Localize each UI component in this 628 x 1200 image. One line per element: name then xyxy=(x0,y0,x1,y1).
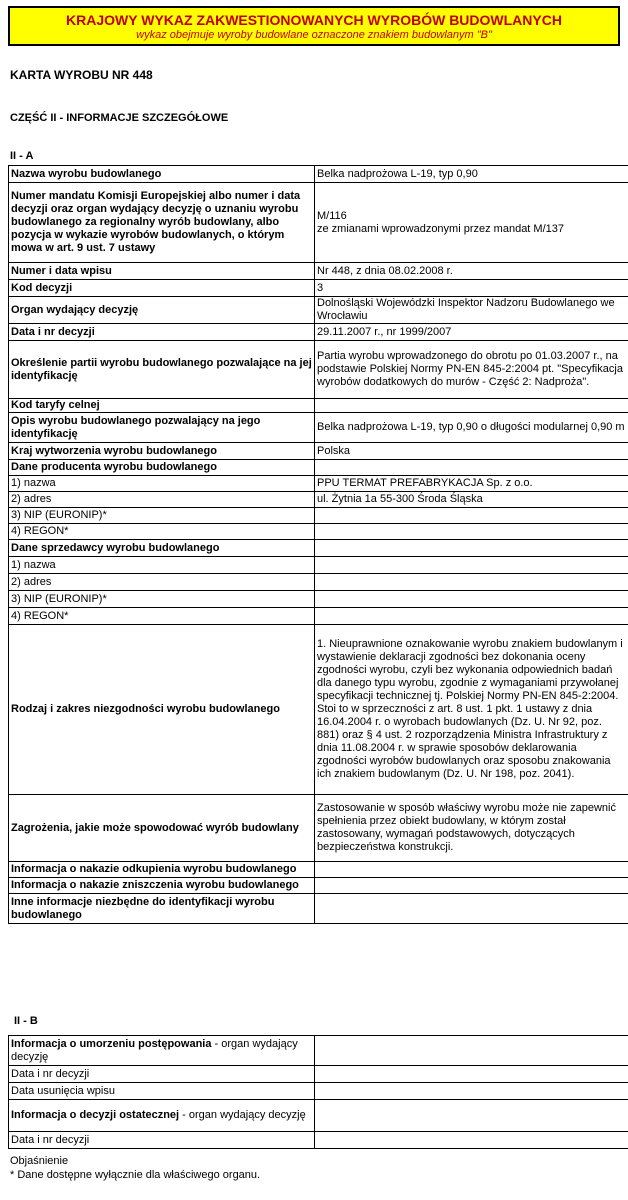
row-label-text: - organ wydający decyzję xyxy=(11,1037,298,1063)
row-label: Numer i data wpisu xyxy=(9,263,315,280)
row-label: Kod decyzji xyxy=(9,280,315,297)
row-value: Nr 448, z dnia 08.02.2008 r. xyxy=(315,263,628,280)
card-title: KARTA WYROBU NR 448 xyxy=(10,68,153,82)
row-label: Zagrożenia, jakie może spowodować wyrób budowlany xyxy=(9,795,315,862)
row-label: 3) NIP (EURONIP)* xyxy=(9,591,315,608)
header-banner xyxy=(8,6,620,46)
row-label: Data i nr decyzji xyxy=(9,324,315,341)
row-label-text: - organ wydający decyzję xyxy=(179,1109,306,1121)
table-row xyxy=(9,591,628,608)
row-value xyxy=(315,460,628,476)
row-value: 3 xyxy=(315,280,628,297)
table-row xyxy=(9,524,628,540)
row-value xyxy=(315,591,628,608)
table-row xyxy=(9,878,628,894)
row-value xyxy=(315,1100,628,1132)
row-value xyxy=(315,508,628,524)
section-b-table xyxy=(8,1035,628,1149)
table-row xyxy=(9,608,628,625)
row-value xyxy=(315,878,628,894)
table-row xyxy=(9,574,628,591)
row-label xyxy=(9,1100,315,1132)
row-value xyxy=(315,1083,628,1100)
row-label-bold: Informacja o umorzeniu postępowania xyxy=(11,1037,212,1050)
row-value: Zastosowanie w sposób właściwy wyrobu może nie zapewnić spełnienia przez obiekt budowlany, w którym został zastosowany, wymagań podstawowych, dotyczących bezpieczeństwa konstrukcji. xyxy=(315,795,628,862)
row-label: Organ wydający decyzję xyxy=(9,297,315,324)
table-row xyxy=(9,1066,628,1083)
row-value: Partia wyrobu wprowadzonego do obrotu po 01.03.2007 r., na podstawie Polskiej Normy PN-EN 845-2:2004 pt. "Specyfikacja wyrobów dodatkowych do murów - Część 2: Nadproża". xyxy=(315,341,628,399)
row-value: 29.11.2007 r., nr 1999/2007 xyxy=(315,324,628,341)
row-label: Nazwa wyrobu budowlanego xyxy=(9,166,315,183)
table-row xyxy=(9,280,628,297)
table-row xyxy=(9,166,628,183)
row-value xyxy=(315,557,628,574)
row-value xyxy=(315,608,628,625)
row-label: Dane sprzedawcy wyrobu budowlanego xyxy=(9,540,315,557)
row-value: Belka nadprożowa L-19, typ 0,90 xyxy=(315,166,628,183)
table-row xyxy=(9,894,628,924)
section-b-label: II - B xyxy=(14,1015,38,1027)
row-value xyxy=(315,540,628,557)
registry-title: KRAJOWY WYKAZ ZAKWESTIONOWANYCH WYROBÓW BUDOWLANYCH xyxy=(66,12,562,28)
table-row xyxy=(9,1036,628,1066)
row-label: Opis wyrobu budowlanego pozwalający na jego identyfikację xyxy=(9,413,315,443)
row-label: 2) adres xyxy=(9,574,315,591)
section-a-table xyxy=(8,165,628,924)
table-row xyxy=(9,341,628,399)
table-row xyxy=(9,324,628,341)
table-row xyxy=(9,297,628,324)
row-value xyxy=(315,862,628,878)
notes-text: * Dane dostępne wyłącznie dla właściwego organu. xyxy=(10,1169,261,1181)
table-row xyxy=(9,413,628,443)
row-value: PPU TERMAT PREFABRYKACJA Sp. z o.o. xyxy=(315,476,628,492)
row-label: 1) nazwa xyxy=(9,557,315,574)
table-row xyxy=(9,540,628,557)
row-label: 2) adres xyxy=(9,492,315,508)
table-row xyxy=(9,263,628,280)
row-label xyxy=(9,1066,315,1083)
row-value xyxy=(315,894,628,924)
row-label-bold: Informacja o decyzji ostatecznej xyxy=(11,1109,180,1121)
row-label: Kraj wytworzenia wyrobu budowlanego xyxy=(9,443,315,460)
row-label: Informacja o nakazie zniszczenia wyrobu budowlanego xyxy=(9,878,315,894)
row-value xyxy=(315,1066,628,1083)
section-a-label: II - A xyxy=(10,150,34,162)
row-label xyxy=(9,1132,315,1149)
table-row xyxy=(9,625,628,795)
part-title: CZĘŚĆ II - INFORMACJE SZCZEGÓŁOWE xyxy=(10,112,229,124)
registry-subtitle: wykaz obejmuje wyroby budowlane oznaczone znakiem budowlanym "B" xyxy=(136,29,492,41)
row-value xyxy=(315,1036,628,1066)
table-row xyxy=(9,399,628,413)
row-label-text: Data i nr decyzji xyxy=(11,1133,90,1146)
row-label: 4) REGON* xyxy=(9,524,315,540)
row-value xyxy=(315,399,628,413)
table-row xyxy=(9,1132,628,1149)
row-label: Kod taryfy celnej xyxy=(9,399,315,413)
row-label: Numer mandatu Komisji Europejskiej albo numer i data decyzji oraz organ wydający decyzję o uznaniu wyrobu budowlanego za regionalny wyrób budowlany, albo pozycja w wykazie wyrobów budowlanych, o którym mowa w art. 9 ust. 7 ustawy xyxy=(9,183,315,263)
notes-heading: Objaśnienie xyxy=(10,1155,69,1167)
table-row xyxy=(9,557,628,574)
row-value: Dolnośląski Wojewódzki Inspektor Nadzoru Budowlanego we Wrocławiu xyxy=(315,297,628,324)
table-row xyxy=(9,492,628,508)
row-value xyxy=(315,1132,628,1149)
row-label xyxy=(9,1036,315,1066)
row-label: Dane producenta wyrobu budowlanego xyxy=(9,460,315,476)
row-value: 1. Nieuprawnione oznakowanie wyrobu znakiem budowlanym i wystawienie deklaracji zgodności bez dokonania oceny zgodności wyrobu, czyli bez wykonania odpowiednich badań dla danego typu wyrobu, zgodnie z wymaganiami przywołanej specyfikacji technicznej tj. Polskiej Normy PN-EN 845-2:2004. Stoi to w sprzeczności z art. 8 ust. 1 pkt. 1 ustawy z dnia 16.04.2004 r. o wyrobach budowlanych (Dz. U. Nr 92, poz. 881) oraz § 4 ust. 2 rozporządzenia Ministra Infrastruktury z dnia 11.08.2004 r. w sprawie sposobów deklarowania zgodności wyrobów budowlanych oraz sposobu znakowania ich znakiem budowlanym (Dz. U. Nr 198, poz. 2041). xyxy=(315,625,628,795)
row-label: Inne informacje niezbędne do identyfikacji wyrobu budowlanego xyxy=(9,894,315,924)
row-value xyxy=(315,524,628,540)
table-row xyxy=(9,460,628,476)
table-row xyxy=(9,508,628,524)
row-label: Określenie partii wyrobu budowlanego pozwalające na jej identyfikację xyxy=(9,341,315,399)
row-label: Rodzaj i zakres niezgodności wyrobu budowlanego xyxy=(9,625,315,795)
row-label xyxy=(9,1083,315,1100)
table-row xyxy=(9,795,628,862)
table-row xyxy=(9,1083,628,1100)
notes xyxy=(10,1154,260,1182)
table-row xyxy=(9,183,628,263)
table-row xyxy=(9,862,628,878)
row-value: Belka nadprożowa L-19, typ 0,90 o długości modularnej 0,90 m xyxy=(315,413,628,443)
row-label-text: Data i nr decyzji xyxy=(11,1067,90,1080)
row-label-text: Data usunięcia wpisu xyxy=(11,1084,115,1097)
row-label: 4) REGON* xyxy=(9,608,315,625)
table-row xyxy=(9,476,628,492)
table-row xyxy=(9,443,628,460)
row-label: 3) NIP (EURONIP)* xyxy=(9,508,315,524)
row-label: 1) nazwa xyxy=(9,476,315,492)
table-row xyxy=(9,1100,628,1132)
row-value: Polska xyxy=(315,443,628,460)
row-value xyxy=(315,574,628,591)
row-label: Informacja o nakazie odkupienia wyrobu budowlanego xyxy=(9,862,315,878)
row-value: M/116 ze zmianami wprowadzonymi przez mandat M/137 xyxy=(315,183,628,263)
row-value: ul. Żytnia 1a 55-300 Środa Śląska xyxy=(315,492,628,508)
